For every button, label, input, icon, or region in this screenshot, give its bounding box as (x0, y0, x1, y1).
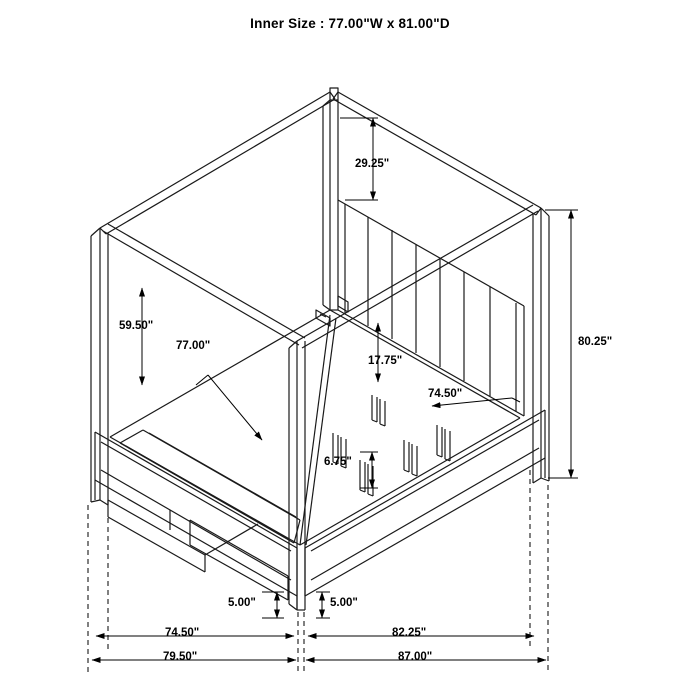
dimension-label-bottom-width-left-outer: 79.50" (163, 651, 198, 663)
dimension-label-mattress-support-width: 74.50" (428, 388, 463, 400)
dimension-label-post-height-left: 59.50" (119, 320, 154, 332)
dimension-label-bottom-depth-right-inner: 82.25" (392, 627, 427, 639)
dimension-label-bottom-depth-right-outer: 87.00" (398, 651, 433, 663)
dimension-label-slat-height: 6.75" (324, 456, 352, 468)
dimension-label-bottom-width-left-inner: 74.50" (165, 627, 200, 639)
page-title: Inner Size : 77.00"W x 81.00"D (250, 16, 450, 31)
dimension-label-canopy-post-top: 29.25" (355, 158, 390, 170)
dimension-label-inner-width: 77.00" (176, 340, 211, 352)
dimension-label-foot-clearance-left: 5.00" (228, 597, 256, 609)
dimension-label-overall-height-right: 80.25" (578, 336, 613, 348)
dimension-label-foot-clearance-right: 5.00" (330, 597, 358, 609)
bed-frame-outline (91, 88, 549, 610)
dimension-label-headboard-lower: 17.75" (368, 355, 403, 367)
